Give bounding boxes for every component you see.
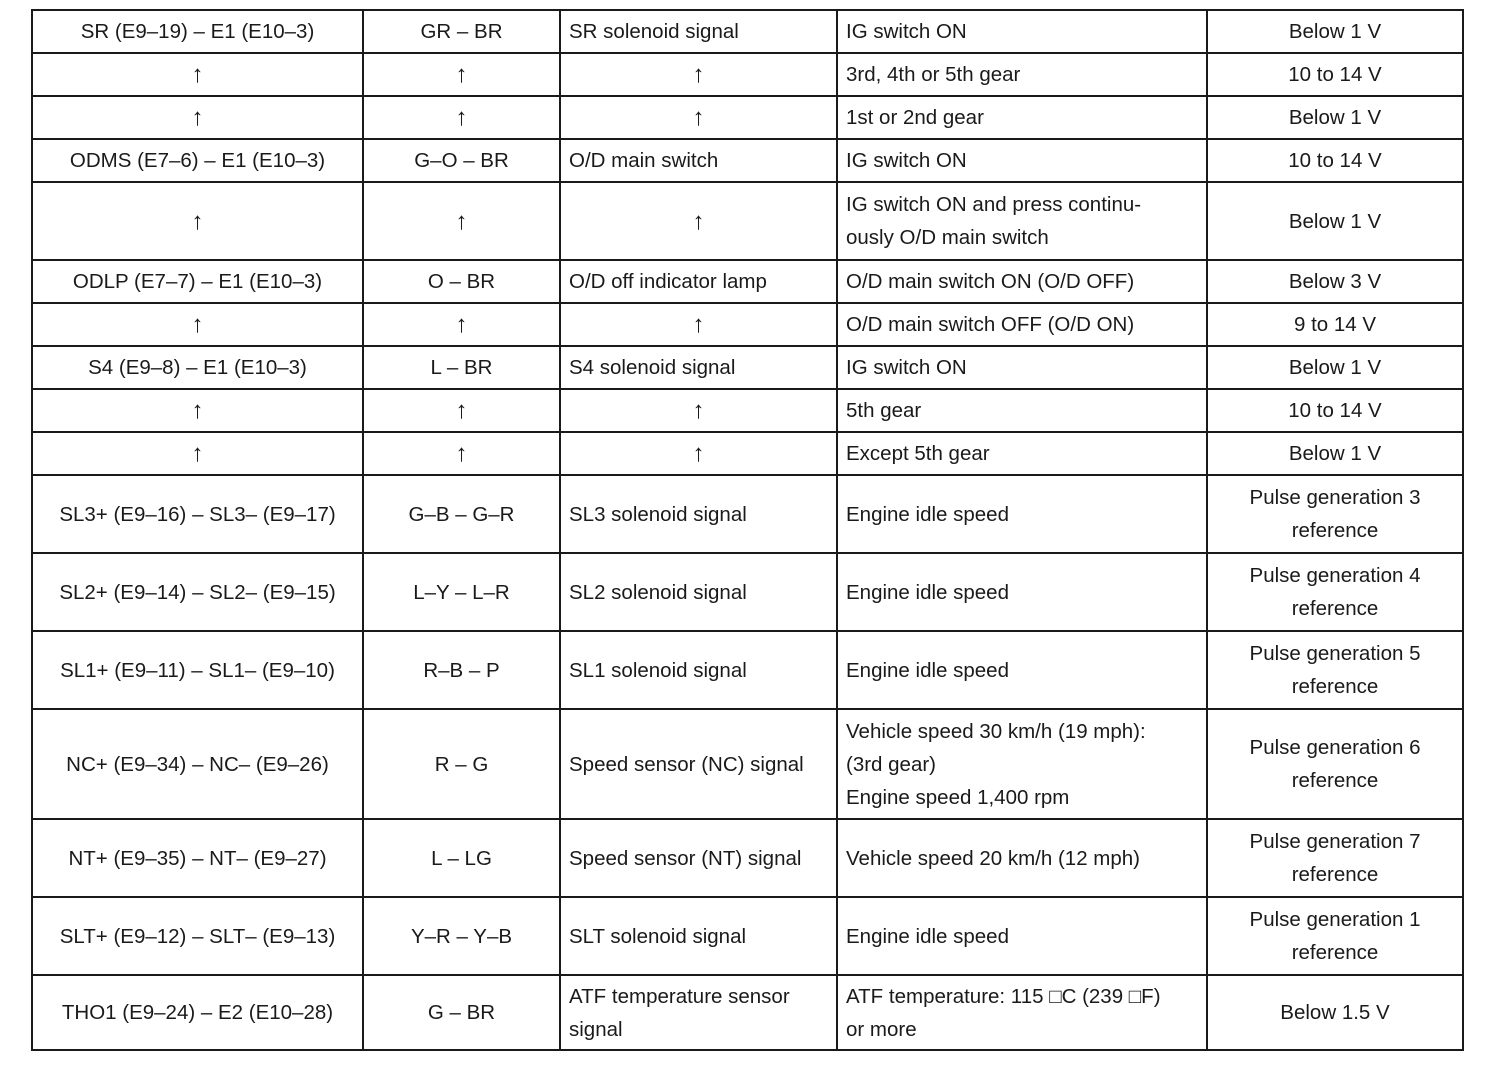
cell-condition-line: Vehicle speed 30 km/h (19 mph): (846, 719, 1146, 743)
terminal-spec-table (31, 9, 1464, 1051)
cell-condition-line: (3rd gear) (846, 752, 937, 776)
cell-terminal: S4 (E9–8) – E1 (E10–3) (32, 346, 363, 389)
cell-condition-line: IG switch ON and press continu- (846, 193, 1142, 216)
cell-terminal: THO1 (E9–24) – E2 (E10–28) (32, 975, 363, 1050)
ditto-arrow: ↑ (560, 182, 837, 260)
cell-item: Speed sensor (NC) signal (560, 709, 837, 819)
cell-spec-line: 10 to 14 V (1288, 63, 1382, 86)
cell-condition (837, 260, 1207, 303)
cell-condition-line: Engine speed 1,400 rpm (846, 785, 1070, 809)
cell-condition (837, 139, 1207, 182)
cell-condition (837, 709, 1207, 819)
cell-condition-line: Vehicle speed 20 km/h (12 mph) (846, 846, 1140, 870)
cell-condition (837, 182, 1207, 260)
cell-spec (1207, 139, 1463, 182)
cell-spec (1207, 475, 1463, 553)
cell-condition-line: IG switch ON (846, 20, 967, 43)
cell-condition (837, 346, 1207, 389)
ditto-arrow: ↑ (363, 96, 560, 139)
cell-condition-line: Except 5th gear (846, 442, 990, 465)
table-row (32, 975, 1463, 1050)
table-row (32, 53, 1463, 96)
cell-spec-line: reference (1291, 769, 1379, 792)
cell-item: S4 solenoid signal (560, 346, 837, 389)
table-row (32, 96, 1463, 139)
cell-condition-line: IG switch ON (846, 149, 967, 172)
cell-wiring: L–Y – L–R (363, 553, 560, 631)
cell-condition-line: 5th gear (846, 399, 922, 422)
cell-condition (837, 553, 1207, 631)
cell-condition (837, 897, 1207, 975)
cell-wiring: L – BR (363, 346, 560, 389)
ditto-arrow: ↑ (32, 432, 363, 475)
cell-terminal: NC+ (E9–34) – NC– (E9–26) (32, 709, 363, 819)
table-row (32, 631, 1463, 709)
cell-condition (837, 631, 1207, 709)
ditto-arrow: ↑ (363, 53, 560, 96)
cell-terminal: SR (E9–19) – E1 (E10–3) (32, 10, 363, 53)
cell-condition (837, 475, 1207, 553)
cell-spec-line: reference (1291, 941, 1379, 964)
cell-item: SL1 solenoid signal (560, 631, 837, 709)
cell-wiring: L – LG (363, 819, 560, 897)
cell-wiring: G–B – G–R (363, 475, 560, 553)
cell-wiring: G–O – BR (363, 139, 560, 182)
cell-spec-line: Below 1 V (1288, 20, 1382, 43)
cell-terminal: ODLP (E7–7) – E1 (E10–3) (32, 260, 363, 303)
cell-condition (837, 975, 1207, 1050)
cell-condition (837, 10, 1207, 53)
cell-spec (1207, 631, 1463, 709)
cell-spec-line: reference (1291, 519, 1379, 542)
cell-item: SLT solenoid signal (560, 897, 837, 975)
cell-spec (1207, 553, 1463, 631)
cell-spec (1207, 53, 1463, 96)
cell-spec-line: Below 1 V (1288, 106, 1382, 129)
table-row (32, 346, 1463, 389)
cell-spec (1207, 260, 1463, 303)
table-row (32, 475, 1463, 553)
cell-wiring: O – BR (363, 260, 560, 303)
ditto-arrow: ↑ (560, 96, 837, 139)
cell-condition-line: or more (846, 1017, 917, 1041)
cell-terminal: NT+ (E9–35) – NT– (E9–27) (32, 819, 363, 897)
cell-condition-line: Engine idle speed (846, 580, 1009, 604)
cell-spec (1207, 897, 1463, 975)
cell-spec-line: reference (1291, 675, 1379, 698)
ditto-arrow: ↑ (32, 182, 363, 260)
cell-item: O/D main switch (560, 139, 837, 182)
cell-terminal: SL2+ (E9–14) – SL2– (E9–15) (32, 553, 363, 631)
cell-condition (837, 53, 1207, 96)
table-row (32, 819, 1463, 897)
cell-item: SL2 solenoid signal (560, 553, 837, 631)
cell-spec-line: Pulse generation 3 (1249, 486, 1421, 509)
cell-terminal: SLT+ (E9–12) – SLT– (E9–13) (32, 897, 363, 975)
table-body (32, 10, 1463, 1050)
cell-wiring: GR – BR (363, 10, 560, 53)
cell-condition-line: IG switch ON (846, 356, 967, 379)
cell-item: ATF temperature sensor signal (560, 975, 837, 1050)
cell-condition-line: O/D main switch OFF (O/D ON) (846, 313, 1135, 336)
cell-spec-line: 10 to 14 V (1288, 149, 1382, 172)
cell-spec (1207, 10, 1463, 53)
cell-spec-line: Below 1 V (1288, 442, 1382, 465)
cell-wiring: Y–R – Y–B (363, 897, 560, 975)
cell-condition-line: Engine idle speed (846, 924, 1009, 948)
table-row (32, 389, 1463, 432)
cell-spec (1207, 96, 1463, 139)
ditto-arrow: ↑ (363, 303, 560, 346)
cell-spec (1207, 432, 1463, 475)
cell-spec-line: 9 to 14 V (1293, 313, 1377, 336)
cell-item: SR solenoid signal (560, 10, 837, 53)
cell-condition-line: Engine idle speed (846, 658, 1009, 682)
ditto-arrow: ↑ (560, 389, 837, 432)
cell-spec-line: Pulse generation 1 (1249, 908, 1421, 931)
cell-condition (837, 389, 1207, 432)
table-row (32, 709, 1463, 819)
table-row (32, 182, 1463, 260)
cell-condition (837, 96, 1207, 139)
cell-wiring: G – BR (363, 975, 560, 1050)
cell-spec (1207, 303, 1463, 346)
cell-wiring: R–B – P (363, 631, 560, 709)
table-row (32, 139, 1463, 182)
cell-spec (1207, 819, 1463, 897)
cell-spec (1207, 346, 1463, 389)
cell-spec (1207, 709, 1463, 819)
cell-item: SL3 solenoid signal (560, 475, 837, 553)
table-row (32, 897, 1463, 975)
ditto-arrow: ↑ (32, 96, 363, 139)
cell-spec-line: reference (1291, 863, 1379, 886)
cell-condition-line: 1st or 2nd gear (846, 106, 984, 129)
cell-spec-line: Pulse generation 7 (1249, 830, 1421, 853)
cell-terminal: ODMS (E7–6) – E1 (E10–3) (32, 139, 363, 182)
cell-condition-line: 3rd, 4th or 5th gear (846, 63, 1021, 86)
ditto-arrow: ↑ (363, 389, 560, 432)
ditto-arrow: ↑ (32, 303, 363, 346)
cell-item: Speed sensor (NT) signal (560, 819, 837, 897)
table-row (32, 303, 1463, 346)
cell-spec-line: Pulse generation 5 (1249, 642, 1421, 665)
cell-terminal: SL1+ (E9–11) – SL1– (E9–10) (32, 631, 363, 709)
ditto-arrow: ↑ (560, 53, 837, 96)
cell-spec-line: Pulse generation 6 (1249, 736, 1421, 759)
cell-spec-line: Pulse generation 4 (1249, 564, 1421, 587)
cell-spec-line: 10 to 14 V (1288, 399, 1382, 422)
cell-spec-line: reference (1291, 597, 1379, 620)
ditto-arrow: ↑ (32, 53, 363, 96)
cell-spec-line: Below 1 V (1288, 209, 1382, 233)
cell-spec-line: Below 1.5 V (1280, 1001, 1390, 1024)
cell-condition-line: ously O/D main switch (846, 226, 1049, 249)
ditto-arrow: ↑ (560, 432, 837, 475)
cell-spec (1207, 182, 1463, 260)
cell-condition-line: O/D main switch ON (O/D OFF) (846, 270, 1135, 293)
cell-spec (1207, 389, 1463, 432)
ditto-arrow: ↑ (363, 182, 560, 260)
cell-spec (1207, 975, 1463, 1050)
ditto-arrow: ↑ (363, 432, 560, 475)
cell-condition (837, 819, 1207, 897)
table-row (32, 260, 1463, 303)
cell-terminal: SL3+ (E9–16) – SL3– (E9–17) (32, 475, 363, 553)
cell-condition (837, 303, 1207, 346)
ditto-arrow: ↑ (32, 389, 363, 432)
cell-condition (837, 432, 1207, 475)
cell-spec-line: Below 1 V (1288, 356, 1382, 379)
table-row (32, 432, 1463, 475)
ditto-arrow: ↑ (560, 303, 837, 346)
table-row (32, 10, 1463, 53)
cell-wiring: R – G (363, 709, 560, 819)
cell-item: O/D off indicator lamp (560, 260, 837, 303)
cell-condition-line: Engine idle speed (846, 502, 1009, 526)
cell-spec-line: Below 3 V (1288, 270, 1382, 293)
table-row (32, 553, 1463, 631)
cell-condition-line: ATF temperature: 115 □C (239 □F) (846, 984, 1161, 1008)
